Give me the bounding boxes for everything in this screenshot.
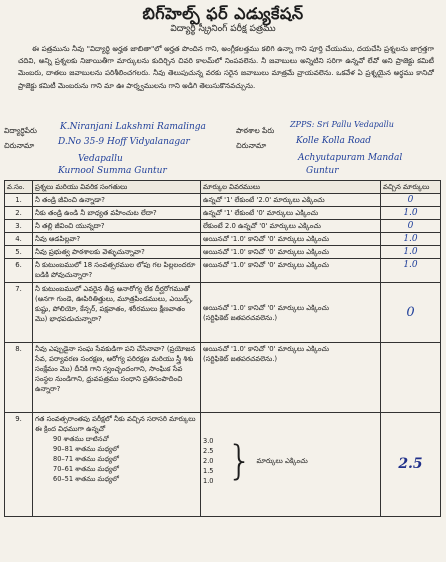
row-rule: అయినచో '1.0' కానిచో '0' మార్కులు ఎక్కించు (సర్టిఫికెట్ జతపరచవలెను.)	[201, 283, 381, 343]
table-row	[5, 259, 441, 283]
address2-value[interactable]: Kolle Kolla Road	[296, 136, 372, 146]
row-number: 1.	[5, 194, 33, 207]
student-name-label: విద్యార్థిపేరు	[4, 126, 37, 135]
school-name-label: పాఠశాల పేరు	[236, 126, 275, 135]
row-rule: అయినచో '1.0' కానిచో '0' మార్కులు ఎక్కించు	[201, 233, 381, 246]
row-question: నీకు తండ్రి ఉండి నీ బాధ్యత వహించుట లేదా?	[33, 207, 201, 220]
row-number: 2.	[5, 207, 33, 220]
row-score[interactable]: 1.0	[381, 259, 441, 283]
row-number: 6.	[5, 259, 33, 283]
row-question-text: గత సంవత్సరాంతపు పరీక్షలో నీకు వచ్చిన సరాసరి మార్కులు ఈ క్రింద విధముగా ఉన్నచో	[35, 415, 196, 433]
row-question: నీ తల్లి జీవించి యున్నదా?	[33, 220, 201, 233]
address2-line-2[interactable]: Achyutapuram Mandal	[298, 153, 403, 163]
points-item: 1.5	[203, 467, 214, 475]
points-item: 3.0	[203, 437, 214, 445]
table-row	[5, 220, 441, 233]
points-item: 2.0	[203, 457, 214, 465]
row-question: నీ కుటుంబములో ఎవరైన తీవ్ర అనారోగ్య లేక దీర్ఘరోగముతో (అనగా గుండె, ఊపిరితిత్తులు, మూత్రపిండములు, ఎయిడ్స్, కుష్టు, పోలియో, కేన్సర్, పక్షవాతం, శరీరములు క్షీణవాతం మొ) భాధపడుచున్నారా?	[33, 283, 201, 343]
student-name-value[interactable]: K.Niranjani Lakshmi Ramalinga	[60, 122, 206, 132]
col-header-marks-obtained: వచ్చిన మార్కులు	[381, 181, 441, 194]
row-question: నీవు ఆడపిల్లవా?	[33, 233, 201, 246]
points-item: 1.0	[203, 477, 214, 485]
row-score[interactable]: 0	[381, 283, 441, 343]
row-score[interactable]: 1.0	[381, 207, 441, 220]
row-rule: అయినచో '1.0' కానిచో '0' మార్కులు ఎక్కించు	[201, 259, 381, 283]
row-number: 3.	[5, 220, 33, 233]
marks-range-item: 60–51 శాతము మధ్యలో	[53, 475, 119, 483]
marks-range-item: 70–61 శాతము మధ్యలో	[53, 465, 119, 473]
page-title: బిగ్‌హెల్ప్ ఫర్ ఎడ్యుకేషన్	[142, 4, 304, 23]
table-row	[5, 194, 441, 207]
row-score[interactable]: 1.0	[381, 233, 441, 246]
table-row	[5, 233, 441, 246]
row-score[interactable]: 0	[381, 220, 441, 233]
table-row	[5, 207, 441, 220]
row-score[interactable]	[381, 413, 441, 517]
brace-icon: }	[227, 438, 253, 484]
row-rule: అయినచో '1.0' కానిచో '0' మార్కులు ఎక్కించు	[201, 246, 381, 259]
row-score[interactable]: 0	[381, 194, 441, 207]
address-value[interactable]: D.No 35-9 Hoff Vidyalanagar	[58, 137, 190, 147]
row-question: నీ తండ్రి జీవించి ఉన్నాడా?	[33, 194, 201, 207]
marks-range-item: 90 శాతము దాటినచో	[53, 435, 109, 443]
row-question	[33, 413, 201, 517]
school-name-value[interactable]: ZPPS: Sri Pallu Vedapallu	[290, 120, 394, 129]
table-row	[5, 246, 441, 259]
address-label: చిరునామా	[4, 141, 35, 150]
row-score[interactable]	[381, 343, 441, 413]
row-rule: ఉన్నచో '1' లేకుంటే '2.0' మార్కులు ఎక్కించు	[201, 194, 381, 207]
row-rule: లేకుంటే 2.0 ఉన్నచో '0' మార్కులు ఎక్కించు	[201, 220, 381, 233]
row-question: నీవు ఎప్పుడైనా సంఘ సేవకుడిగా పని చేసినావా? (ప్రయోజన సేవ, పర్యావరణ సంరక్షణ, ఆరోగ్య పరిరక్షణ మరియు స్త్రీ శిశు సంక్షేమం మొ) దీనికి గాని స్వంచ్ఛందంగాని, సాంఘిక సేవ సంస్థల నుండిగాని, ధ్రువపత్రము సంధాని ప్రతిసంపాదించి ఉన్నారా?	[33, 343, 201, 413]
row-score-value: 2.5	[398, 455, 423, 472]
row-number: 8.	[5, 343, 33, 413]
points-item: 2.5	[203, 447, 214, 455]
col-header-question: ప్రశ్నలు మరియు వివరిక సంగతులు	[33, 181, 201, 194]
address2-label: చిరునామా	[236, 141, 267, 150]
address2-line-3[interactable]: Guntur	[306, 166, 339, 176]
row-question: నీవు ప్రభుత్వ పాఠశాలకు వెళ్ళుచున్నావా?	[33, 246, 201, 259]
row-question: నీ కుటుంబములో 18 సంవత్సరముల లోపు గల పిల్లలందరూ బడికి పోవుచున్నారా?	[33, 259, 201, 283]
row-number: 7.	[5, 283, 33, 343]
table-header-row	[5, 181, 441, 194]
col-header-marks-detail: మార్కుల వివరములు	[201, 181, 381, 194]
address-line-3[interactable]: Kurnool Summa Guntur	[58, 166, 167, 176]
marks-range-item: 80–71 శాతము మధ్యలో	[53, 455, 119, 463]
table-row	[5, 343, 441, 413]
row-rule-cell	[201, 413, 381, 517]
row-number: 9.	[5, 413, 33, 517]
table-row	[5, 413, 441, 517]
marks-range-item: 90–81 శాతము మధ్యలో	[53, 445, 119, 453]
row-rule: మార్కులు ఎక్కించు	[256, 457, 308, 465]
instructions-paragraph: ఈ పత్రమును నీవు "విద్యార్థి అర్హత జాబితా"లో అర్హత పొందిన గాని, అంగ్లీకలత్తము కలిగి ఉన్నా గాని పూర్తి చేయుము, దయచేసి ప్రశ్నలను జాగ్రత్తగా చదివి, అన్ని ప్రశ్నలకు నిజాయితీగా మార్కులను కుదిర్చిన చివరి కాలమ్‌లో నింపవలెను. నీ జవాబులు అన్నిటిని సరిగా ఉన్నవో లేవో అని ప్రాజెక్టు కమిటీ మెంబరు, దాతలు జవాబులను పరిశీలించగలరు. నీవు తెలుపుచున్న వరకు సరైన జవాబులు మాత్రమే వ్రాయవలెను. ఒకవేళ ఏ ప్రశ్నయైన అర్థము కానిచో ప్రాజెక్టు కమిటీ మెంబరును గాని మా ఊ పార్శ్వములను గాని అడిగి తెలుసుకొనవచ్చును.	[18, 44, 434, 90]
screening-table	[4, 180, 441, 517]
row-number: 5.	[5, 246, 33, 259]
table-row	[5, 283, 441, 343]
col-header-number: వ.సం.	[5, 181, 33, 194]
address-line-2[interactable]: Vedapallu	[78, 154, 123, 164]
page-subtitle: విద్యార్థి స్క్రీనింగ్ పరీక్ష పత్రము	[170, 24, 276, 34]
row-rule: ఉన్నచో '1' లేకుంటే '0' మార్కులు ఎక్కించు	[201, 207, 381, 220]
row-number: 4.	[5, 233, 33, 246]
row-score[interactable]: 1.0	[381, 246, 441, 259]
row-rule: అయినచో '1.0' కానిచో '0' మార్కులు ఎక్కించు (సర్టిఫికెట్ జతపరచవలెను.)	[201, 343, 381, 413]
